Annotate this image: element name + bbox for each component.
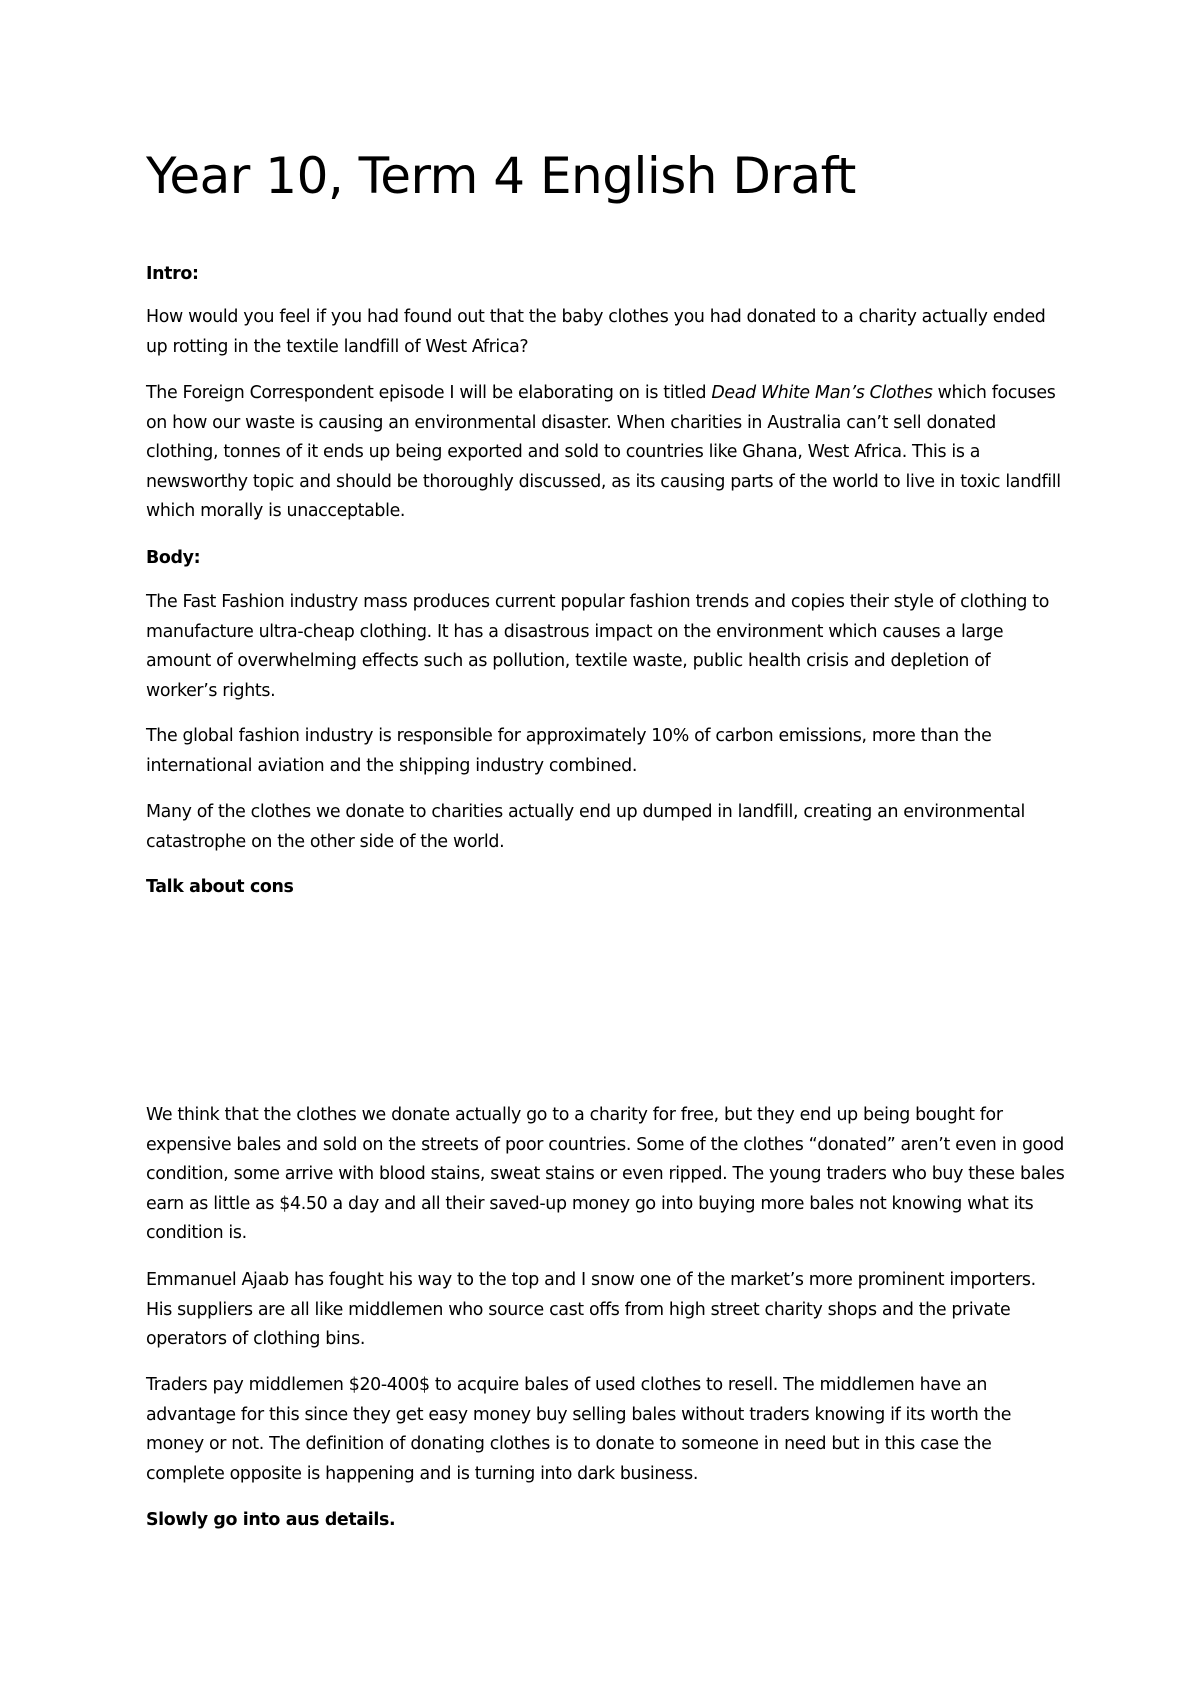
body-paragraph-4: We think that the clothes we donate actually go to a charity for free, but they end up being bought for expensive bales and sold on the streets of poor countries. Some of the clothes “donated” aren’t even in good condition, some arrive with blood stains, sweat stains or even ripped. The young traders who buy these bales earn as little as $4.50 a day and all their saved-up money go into buying more bales not knowing what its condition is. — [146, 1105, 1065, 1243]
episode-title: Dead White Man’s Clothes — [711, 383, 933, 403]
body-heading: Body: — [146, 548, 201, 568]
body-paragraph-3: Many of the clothes we donate to charities actually end up dumped in landfill, creating an environmental catastrophe on the other side of the world. — [146, 802, 1025, 852]
intro-paragraph-1: How would you feel if you had found out that the baby clothes you had donated to a charity actually ended up rotting in the textile landfill of West Africa? — [146, 307, 1046, 357]
body-paragraph-1: The Fast Fashion industry mass produces current popular fashion trends and copies their style of clothing to manufacture ultra-cheap clothing. It has a disastrous impact on the environment which causes a large amount of overwhelming effects such as pollution, textile waste, public health crisis and depletion of worker’s rights. — [146, 592, 1049, 701]
intro-paragraph-2-text-start: The Foreign Correspondent episode I will be elaborating on is titled — [146, 383, 712, 403]
body-paragraph-6: Traders pay middlemen $20-400$ to acquire bales of used clothes to resell. The middlemen have an advantage for this since they get easy money buy selling bales without traders knowing if its worth the money or not. The definition of donating clothes is to donate to someone in need but in this case the complete opposite is happening and is turning into dark business. — [146, 1375, 1012, 1484]
body-paragraph-5: Emmanuel Ajaab has fought his way to the top and I snow one of the market’s more prominent importers. His suppliers are all like middlemen who source cast offs from high street charity shops and the private operators of clothing bins. — [146, 1270, 1036, 1349]
note-aus-details: Slowly go into aus details. — [146, 1510, 396, 1530]
note-talk-about-cons: Talk about cons — [146, 877, 294, 897]
intro-paragraph-2 — [146, 379, 1066, 527]
intro-paragraph-2-text-end: which focuses on how our waste is causing an environmental disaster. When charities in Australia can’t sell donated clothing, tonnes of it ends up being exported and sold to countries like Ghana, West Africa. This is a newsworthy topic and should be thoroughly discussed, as its causing parts of the world to live in toxic landfill which morally is unacceptable. — [146, 383, 1061, 521]
intro-heading: Intro: — [146, 264, 199, 284]
document-title: Year 10, Term 4 English Draft — [146, 147, 856, 205]
body-paragraph-2: The global fashion industry is responsible for approximately 10% of carbon emissions, more than the international aviation and the shipping industry combined. — [146, 726, 992, 776]
